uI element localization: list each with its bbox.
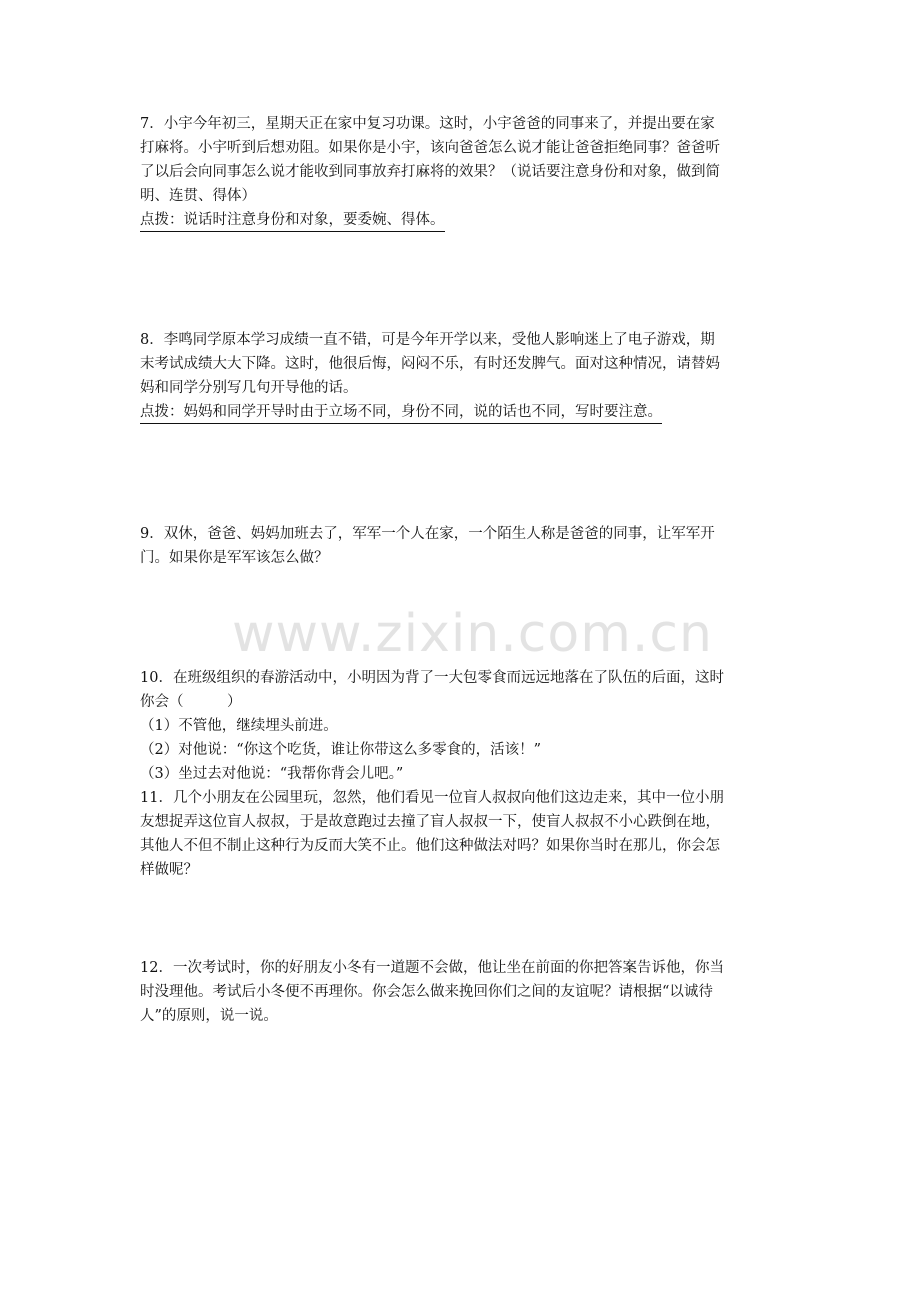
question-7 [140,112,782,232]
watermark: www.zixin.com.cn [232,604,713,664]
question-10-line: 10．在班级组织的春游活动中，小明因为背了一大包零食而远远地落在了队伍的后面，这时 [140,670,724,686]
question-7-line: 了以后会向同事怎么说才能收到同事放弃打麻将的效果？（说话要注意身份和对象，做到简 [140,164,720,180]
question-8-line: 末考试成绩大大下降。这时，他很后悔，闷闷不乐，有时还发脾气。面对这种情况，请替妈 [140,356,720,372]
question-7-line: 打麻将。小宇听到后想劝阻。如果你是小宇，该向爸爸怎么说才能让爸爸拒绝同事？爸爸听 [140,140,720,156]
question-12-line: 人”的原则，说一说。 [140,1008,278,1024]
question-10-line: 你会（ ） [140,694,242,710]
question-11-line: 11．几个小朋友在公园里玩，忽然，他们看见一位盲人叔叔向他们这边走来，其中一位小朋 [140,790,724,806]
question-8 [140,328,782,424]
question-12-line: 时没理他。考试后小冬便不再理你。你会怎么做来挽回你们之间的友谊呢？请根据“以诚待 [140,984,713,1000]
question-10-option: （2）对他说：“你这个吃货，谁让你带这么多零食的，活该！” [140,742,542,758]
question-12-line: 12．一次考试时，你的好朋友小冬有一道题不会做，他让坐在前面的你把答案告诉他，你当 [140,960,724,976]
question-8-line: 妈和同学分别写几句开导他的话。 [140,380,358,396]
question-11 [140,786,782,882]
question-12 [140,956,782,1028]
question-9-line: 门。如果你是军军该怎么做？ [140,550,329,566]
question-7-line: 明、连贯、得体） [140,188,256,204]
question-9 [140,522,782,570]
question-8-hint: 点拨：妈妈和同学开导时由于立场不同，身份不同，说的话也不同，写时要注意。 [140,401,662,424]
question-11-line: 其他人不但不制止这种行为反而大笑不止。他们这种做法对吗？如果你当时在那儿，你会怎 [140,838,720,854]
question-7-hint: 点拨：说话时注意身份和对象，要委婉、得体。 [140,209,445,232]
question-9-line: 9．双休，爸爸、妈妈加班去了，军军一个人在家，一个陌生人称是爸爸的同事，让军军开 [140,526,715,542]
question-10-option: （3）坐过去对他说：“我帮你背会儿吧。” [140,766,404,782]
question-7-line: 7．小宇今年初三，星期天正在家中复习功课。这时，小宇爸爸的同事来了，并提出要在家 [140,116,715,132]
question-11-line: 友想捉弄这位盲人叔叔，于是故意跑过去撞了盲人叔叔一下，使盲人叔叔不小心跌倒在地， [140,814,720,830]
question-11-line: 样做呢？ [140,862,198,878]
question-10 [140,666,782,786]
question-10-option: （1）不管他，继续埋头前进。 [140,718,338,734]
question-8-line: 8．李鸣同学原本学习成绩一直不错，可是今年开学以来，受他人影响迷上了电子游戏，期 [140,332,715,348]
